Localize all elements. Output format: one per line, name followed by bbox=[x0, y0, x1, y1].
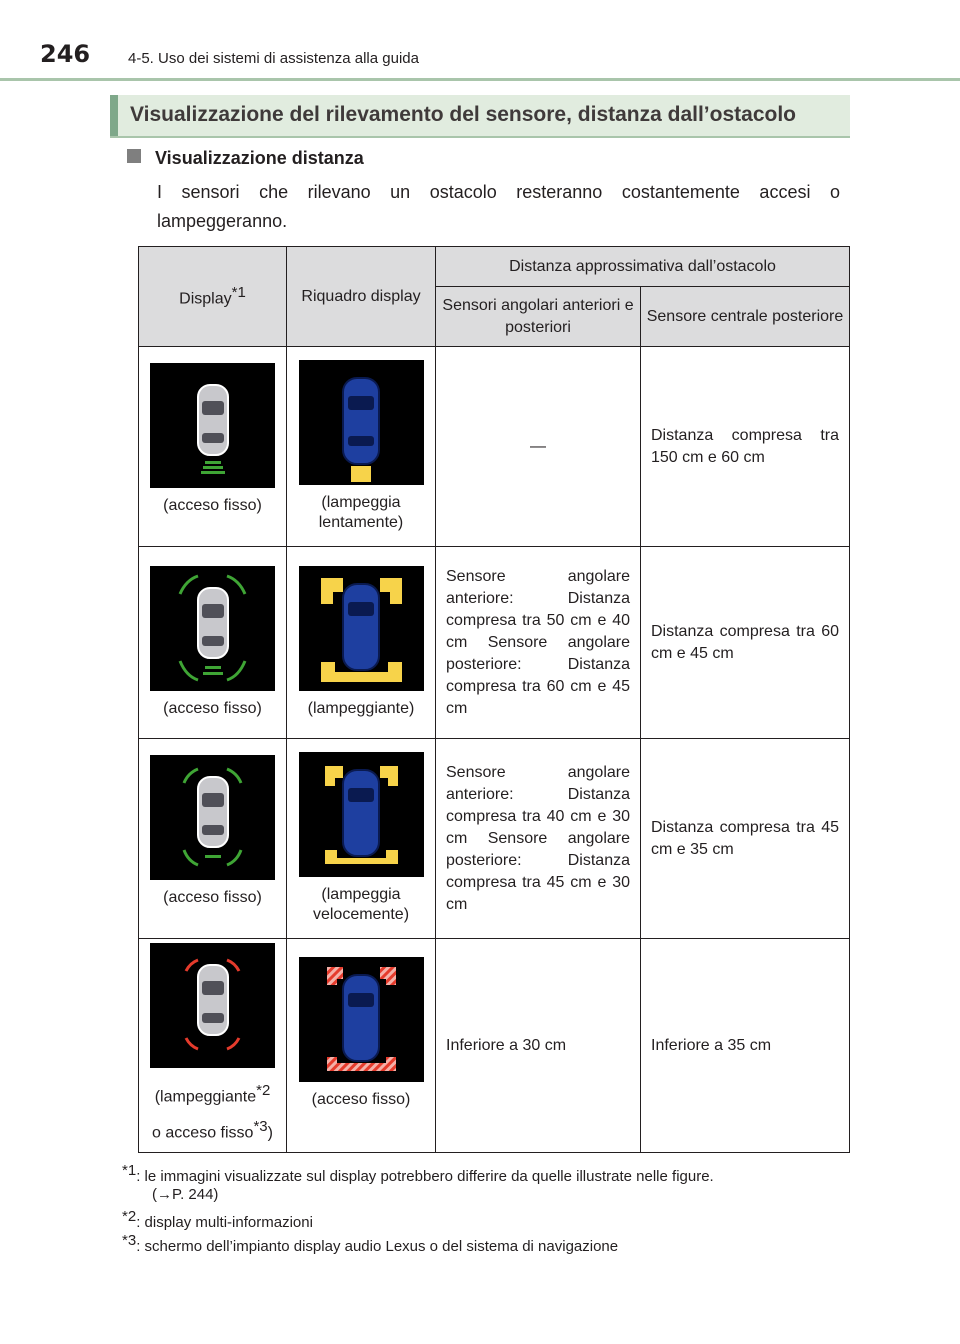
corner-distance: Sensore angolare anteriore: Distanza compresa tra 50 cm e 40 cm Sensore angolare posteriore: Distanza compresa tra 60 cm e 45 cm bbox=[436, 547, 641, 739]
center-distance: Distanza compresa tra 45 cm e 35 cm bbox=[641, 739, 850, 939]
distance-table bbox=[138, 246, 850, 1153]
display-image bbox=[150, 363, 275, 488]
car-blue-yellow-icon bbox=[299, 752, 424, 877]
frame-image bbox=[299, 752, 424, 877]
display-caption: (acceso fisso) bbox=[163, 497, 262, 514]
corner-distance: — bbox=[436, 347, 641, 547]
chapter-title: 4-5. Uso dei sistemi di assistenza alla guida bbox=[128, 50, 419, 67]
table-row bbox=[139, 739, 850, 939]
subheading bbox=[127, 148, 364, 169]
frame-image bbox=[299, 566, 424, 691]
frame-image bbox=[299, 360, 424, 485]
subheading-text: Visualizzazione distanza bbox=[155, 148, 364, 168]
header-divider bbox=[0, 78, 960, 81]
frame-caption: (acceso fisso) bbox=[311, 1091, 411, 1108]
car-blue-yellow-icon bbox=[299, 566, 424, 691]
header-corner: Sensori angolari anteriori e posteriori bbox=[436, 287, 641, 347]
section-accent bbox=[110, 95, 118, 136]
table-row bbox=[139, 547, 850, 739]
display-image bbox=[150, 566, 275, 691]
intro-paragraph: I sensori che rilevano un ostacolo resteranno costantemente accesi o lampeggeranno. bbox=[157, 182, 840, 231]
car-gray-green-icon bbox=[150, 566, 275, 691]
car-gray-red-icon bbox=[150, 943, 275, 1068]
page-header bbox=[0, 0, 960, 80]
display-image bbox=[150, 943, 275, 1068]
frame-caption: (lampeggia velocemente) bbox=[312, 886, 410, 923]
header-frame: Riquadro display bbox=[287, 247, 436, 347]
center-distance: Inferiore a 35 cm bbox=[641, 939, 850, 1153]
header-display: Display$^{*1}$ bbox=[139, 247, 287, 347]
display-caption: (acceso fisso) bbox=[163, 700, 262, 717]
frame-caption: (lampeggia lentamente) bbox=[318, 494, 404, 531]
section-title: Visualizzazione del rilevamento del sensore, distanza dall’ostacolo bbox=[130, 103, 796, 126]
header-center: Sensore centrale posteriore bbox=[641, 287, 850, 347]
car-gray-green-icon bbox=[150, 755, 275, 880]
footnote-2: $^{*2}$: display multi-informazioni bbox=[122, 1208, 313, 1231]
table-row bbox=[139, 347, 850, 547]
frame-caption: (lampeggiante) bbox=[307, 700, 415, 717]
display-caption: (lampeggiante$^{*2}$ o acceso fisso$^{*3}$) bbox=[152, 1081, 273, 1142]
page-number: 246 bbox=[40, 40, 91, 68]
car-blue-icon bbox=[299, 360, 424, 485]
center-distance: Distanza compresa tra 150 cm e 60 cm bbox=[641, 347, 850, 547]
square-bullet-icon bbox=[127, 149, 141, 163]
center-distance: Distanza compresa tra 60 cm e 45 cm bbox=[641, 547, 850, 739]
display-caption: (acceso fisso) bbox=[163, 889, 262, 906]
table-row bbox=[139, 939, 850, 1153]
car-gray-icon bbox=[150, 363, 275, 488]
frame-image bbox=[299, 957, 424, 1082]
display-image bbox=[150, 755, 275, 880]
header-distance: Distanza approssimativa dall’ostacolo bbox=[436, 247, 850, 287]
footnote-1: $^{*1}$: le immagini visualizzate sul display potrebbero differire da quelle illustrate nelle figure. (→P. 244) bbox=[122, 1162, 714, 1203]
car-blue-red-icon bbox=[299, 957, 424, 1082]
section-title-bar bbox=[110, 95, 850, 138]
footnote-3: $^{*3}$: schermo dell’impianto display audio Lexus o del sistema di navigazione bbox=[122, 1232, 619, 1255]
corner-distance: Sensore angolare anteriore: Distanza compresa tra 40 cm e 30 cm Sensore angolare posteriore: Distanza compresa tra 45 cm e 30 cm bbox=[436, 739, 641, 939]
corner-distance: Inferiore a 30 cm bbox=[436, 939, 641, 1153]
